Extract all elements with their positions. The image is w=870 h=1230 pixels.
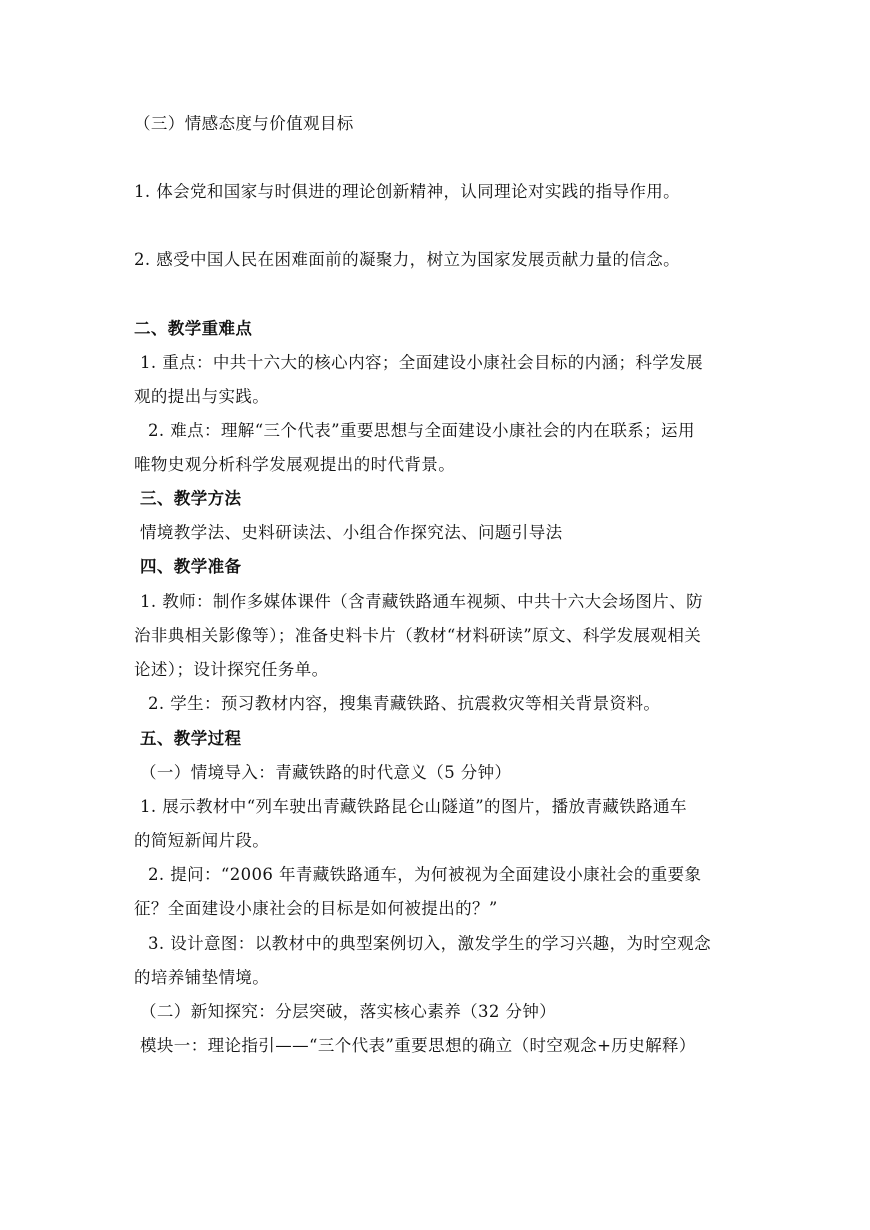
goal-item-2: 2. 感受中国人民在困难面前的凝聚力，树立为国家发展贡献力量的信念。 — [134, 250, 681, 269]
key-point-1-line-2: 观的提出与实践。 — [134, 387, 270, 406]
step-1-item-3-line-2: 的培养铺垫情境。 — [134, 968, 270, 987]
step-1-item-2-line-1: 2. 提问：“2006 年青藏铁路通车，为何被视为全面建设小康社会的重要象 — [148, 865, 702, 884]
subsection-title-emotion-goals: （三）情感态度与价值观目标 — [134, 114, 354, 133]
prep-item-1-line-3: 论述）；设计探究任务单。 — [134, 660, 329, 679]
section-title-preparation: 四、教学准备 — [140, 557, 242, 576]
section-title-key-points: 二、教学重难点 — [134, 319, 253, 338]
prep-item-1-line-2: 治非典相关影像等）；准备史料卡片（教材“材料研读”原文、科学发展观相关 — [134, 626, 702, 645]
section-title-methods: 三、教学方法 — [140, 489, 242, 508]
step-1-item-2-line-2: 征？全面建设小康社会的目标是如何被提出的？” — [134, 899, 498, 918]
step-2-title: （二）新知探究：分层突破，落实核心素养（32 分钟） — [140, 1002, 557, 1021]
section-title-process: 五、教学过程 — [140, 729, 242, 748]
step-1-item-1-line-1: 1. 展示教材中“列车驶出青藏铁路昆仑山隧道”的图片，播放青藏铁路通车 — [140, 797, 687, 816]
step-1-title: （一）情境导入：青藏铁路的时代意义（5 分钟） — [140, 763, 512, 782]
goal-item-1: 1. 体会党和国家与时俱进的理论创新精神，认同理论对实践的指导作用。 — [134, 182, 681, 201]
module-1-title: 模块一：理论指引——“三个代表”重要思想的确立（时空观念+历史解释） — [140, 1036, 696, 1055]
prep-item-2: 2. 学生：预习教材内容，搜集青藏铁路、抗震救灾等相关背景资料。 — [148, 694, 661, 713]
step-1-item-1-line-2: 的简短新闻片段。 — [134, 831, 270, 850]
key-point-2-line-1: 2. 难点：理解“三个代表”重要思想与全面建设小康社会的内在联系；运用 — [148, 421, 695, 440]
key-point-1-line-1: 1. 重点：中共十六大的核心内容；全面建设小康社会目标的内涵；科学发展 — [140, 353, 703, 372]
key-point-2-line-2: 唯物史观分析科学发展观提出的时代背景。 — [134, 455, 456, 474]
methods-text: 情境教学法、史料研读法、小组合作探究法、问题引导法 — [140, 523, 563, 542]
prep-item-1-line-1: 1. 教师：制作多媒体课件（含青藏铁路通车视频、中共十六大会场图片、防 — [140, 592, 703, 611]
step-1-item-3-line-1: 3. 设计意图：以教材中的典型案例切入，激发学生的学习兴趣，为时空观念 — [148, 934, 711, 953]
